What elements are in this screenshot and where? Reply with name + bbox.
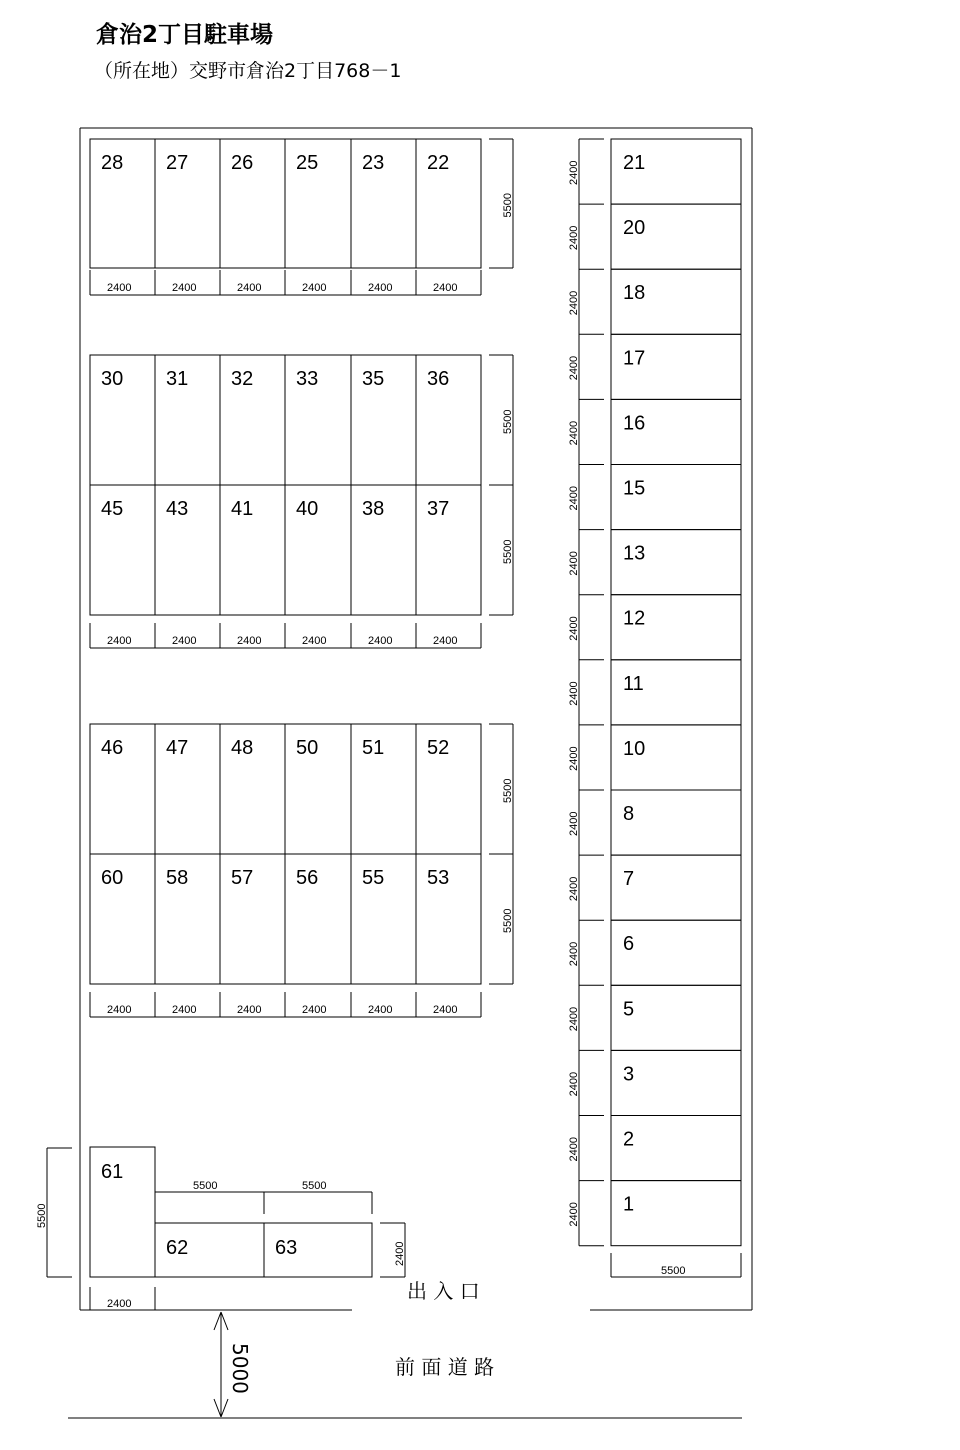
- stall-width-dimension: 2400: [568, 1071, 580, 1097]
- stall-number: 50: [296, 737, 319, 759]
- stall-number: 15: [623, 477, 646, 500]
- stall-number: 22: [427, 152, 450, 174]
- stall-number: 1: [623, 1193, 635, 1216]
- stall-number: 53: [427, 867, 450, 889]
- stall-width-dimension: 2400: [568, 876, 580, 902]
- stall-width-dimension: 2400: [568, 1202, 580, 1227]
- stall-number: 36: [427, 368, 450, 390]
- stall-number: 31: [166, 368, 189, 390]
- stall-length-dimension: 5500: [193, 1180, 218, 1192]
- stall-rows: [90, 139, 741, 1277]
- stall-number: 30: [101, 368, 124, 390]
- stall-width-dimension: 2400: [433, 282, 458, 294]
- stall-number: 32: [231, 368, 254, 390]
- stall-number: 45: [101, 498, 124, 520]
- stall-number: 11: [623, 672, 644, 695]
- stall-number: 63: [275, 1237, 298, 1259]
- stall-width-dimension: 2400: [568, 420, 580, 446]
- stall-number: 26: [231, 152, 254, 174]
- site-outline: [47, 128, 752, 1418]
- stall-number: 16: [623, 412, 646, 435]
- stall-width-dimension: 2400: [568, 746, 580, 771]
- stall-number: 57: [231, 867, 254, 889]
- stall-width-dimension: 2400: [568, 811, 580, 836]
- road-width-label: 5000: [228, 1343, 252, 1394]
- arrow-head-bottom-right: [221, 1399, 228, 1417]
- stall-width-dimension: 2400: [368, 635, 393, 647]
- stall-width-dimension: 2400: [302, 635, 327, 647]
- stall-width-dimension: 2400: [368, 282, 393, 294]
- stall-number: 60: [101, 867, 124, 889]
- stall-width-dimension: 2400: [568, 225, 580, 251]
- stall-width-dimension: 2400: [172, 635, 197, 647]
- stall-number: 17: [623, 347, 646, 370]
- stall-number: 62: [166, 1237, 189, 1259]
- stall-width-dimension: 2400: [302, 1004, 327, 1016]
- stall-width-dimension: 2400: [568, 486, 580, 511]
- stall-number: 48: [231, 737, 254, 759]
- arrow-head-top-left: [214, 1312, 221, 1330]
- stall-length-dimension: 5500: [502, 778, 514, 803]
- stall-width-dimension: 2400: [107, 282, 132, 294]
- stall-width-dimension: 2400: [172, 282, 197, 294]
- stall-width-dimension: 2400: [107, 1004, 132, 1016]
- stall-length-dimension: 5500: [661, 1265, 686, 1277]
- stall-length-dimension: 5500: [502, 193, 514, 218]
- stall-width-dimension: 2400: [568, 355, 580, 381]
- stall-number: 2: [623, 1128, 635, 1151]
- stall-width-dimension: 2400: [107, 635, 132, 647]
- stall-length-dimension: 5500: [36, 1203, 48, 1228]
- stall-width-dimension: 2400: [433, 1004, 458, 1016]
- stall-number: 6: [623, 933, 635, 956]
- stall-number: 12: [623, 607, 646, 630]
- stall-length-dimension: 5500: [502, 908, 514, 933]
- stall-number: 61: [101, 1161, 124, 1183]
- stall-number: 27: [166, 152, 189, 174]
- stall-width-dimension: 2400: [568, 1137, 580, 1162]
- arrow-head-bottom-left: [214, 1399, 221, 1417]
- stall-number: 55: [362, 867, 385, 889]
- address-text: （所在地）交野市倉治2丁目768－1: [94, 60, 402, 82]
- stall-width-dimension: 2400: [237, 282, 262, 294]
- page-title: 倉治2丁目駐車場: [96, 22, 274, 48]
- stall-number: 58: [166, 867, 189, 889]
- stall-width-dimension: 2400: [568, 1006, 580, 1032]
- stall-number: 40: [296, 498, 319, 520]
- stall-width-dimension: 2400: [394, 1241, 406, 1266]
- stall-width-dimension: 2400: [302, 282, 327, 294]
- stall-width-dimension: 2400: [172, 1004, 197, 1016]
- stall-length-dimension: 5500: [302, 1180, 327, 1192]
- stall-width-dimension: 2400: [237, 635, 262, 647]
- stall-number: 5: [623, 998, 635, 1021]
- stall-number: 41: [231, 498, 254, 520]
- stall-number: 20: [623, 217, 646, 240]
- stall-number: 3: [623, 1063, 635, 1086]
- stall-number: 13: [623, 542, 646, 565]
- stall-length-dimension: 5500: [502, 539, 514, 564]
- stall-number: 10: [623, 737, 646, 760]
- stall-width-dimension: 2400: [568, 290, 580, 316]
- stall-number: 8: [623, 803, 635, 825]
- stall-width-dimension: 2400: [568, 551, 580, 576]
- arrow-head-top-right: [221, 1312, 228, 1330]
- stall-width-dimension: 2400: [368, 1004, 393, 1016]
- stall-width-dimension: 2400: [107, 1298, 132, 1310]
- stall-number: 33: [296, 368, 319, 390]
- stall-width-dimension: 2400: [568, 160, 580, 185]
- stall-number: 25: [296, 152, 319, 174]
- stall-number: 56: [296, 867, 319, 889]
- stall-width-dimension: 2400: [237, 1004, 262, 1016]
- stall-number: 51: [362, 737, 385, 759]
- stall-length-dimension: 5500: [502, 409, 514, 434]
- stall-number: 52: [427, 737, 450, 759]
- stall-number: 43: [166, 498, 189, 520]
- stall-number: 28: [101, 152, 124, 174]
- stall-width-dimension: 2400: [568, 681, 580, 706]
- stall-number: 46: [101, 737, 124, 759]
- front-road-label: 前 面 道 路: [395, 1355, 495, 1379]
- entrance-label: 出 入 口: [407, 1279, 480, 1303]
- stall-number: 38: [362, 498, 385, 520]
- stall-number: 7: [623, 868, 635, 891]
- stall-width-dimension: 2400: [568, 941, 580, 967]
- stall-width-dimension: 2400: [568, 616, 580, 641]
- stall-number: 47: [166, 737, 189, 759]
- stall-width-dimension: 2400: [433, 635, 458, 647]
- stall-number: 23: [362, 152, 385, 174]
- stall-number: 37: [427, 498, 450, 520]
- stall-number: 35: [362, 368, 385, 390]
- stall-number: 21: [623, 152, 646, 174]
- stall-number: 18: [623, 282, 646, 305]
